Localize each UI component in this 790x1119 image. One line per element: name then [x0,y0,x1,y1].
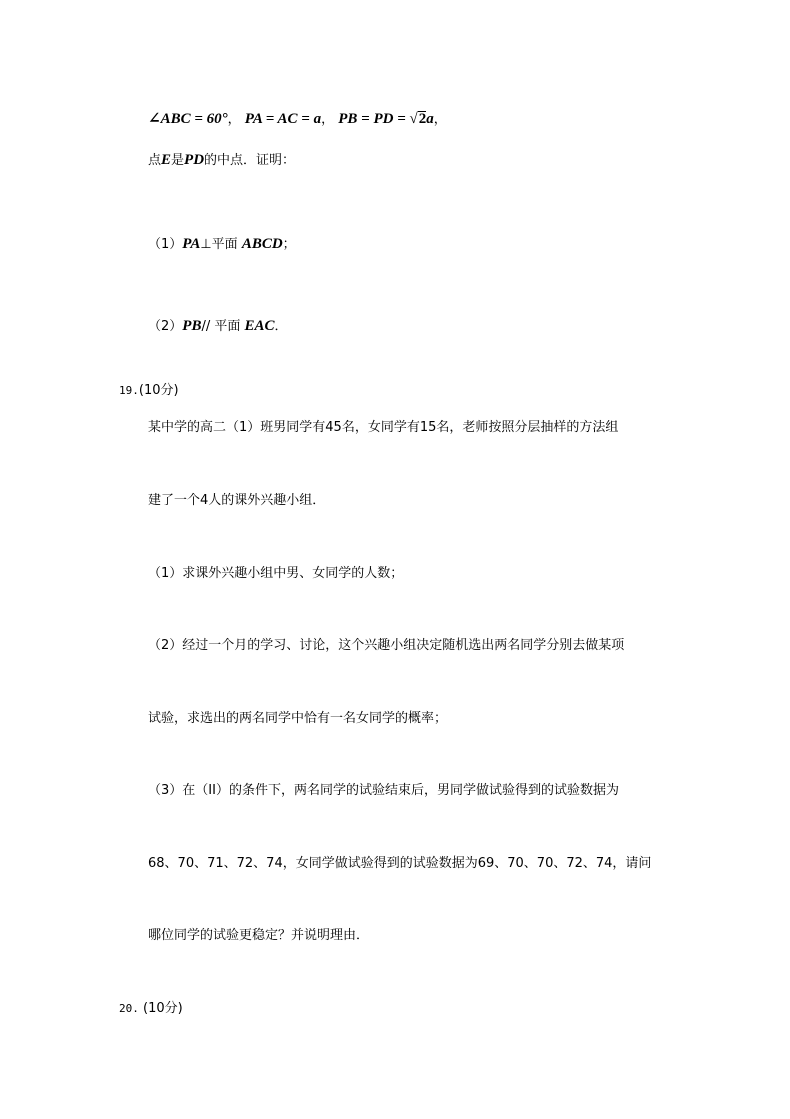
question-20-header [119,1001,183,1017]
q19-sub-question-2-line-1: （2）经过一个月的学习、讨论，这个兴趣小组决定随机选出两名同学分别去做某项 [148,638,625,653]
proof-part-2: （2）PB// 平面 EAC． [148,318,288,334]
q19-sub-question-2-line-2: 试验，求选出的两名同学中恰有一名女同学的概率； [148,711,448,726]
sqrt-icon: √ [409,111,418,127]
given-conditions-line: ∠ABC = 60°， PA = AC = a， PB = PD = √2a， [148,111,447,127]
length-condition-1: PA = AC = a [244,111,322,127]
question-score: (10分) [143,1001,183,1016]
q19-stem-line-1: 某中学的高二（1）班男同学有45名，女同学有15名，老师按照分层抽样的方法组 [148,420,619,435]
q19-sub-question-1: （1）求课外兴趣小组中男、女同学的人数； [148,566,404,581]
midpoint-statement: 点E是PD的中点．证明： [148,152,296,168]
question-number: 20. [119,1002,139,1015]
q19-sub-question-3-line-3: 哪位同学的试验更稳定？并说明理由． [148,928,370,943]
proof-part-1: （1）PA⊥平面 ABCD； [148,236,296,252]
question-score: (10分) [138,383,179,398]
q19-stem-line-2: 建了一个4人的课外兴趣小组． [148,493,326,508]
q19-sub-question-3-line-1: （3）在（II）的条件下，两名同学的试验结束后，男同学做试验得到的试验数据为 [148,783,619,798]
question-19-header [119,383,179,399]
angle-condition: ∠ABC = 60° [148,111,228,127]
length-condition-2: PB = PD = [338,111,410,127]
question-number: 19. [119,384,139,397]
q19-sub-question-3-line-2: 68、70、71、72、74，女同学做试验得到的试验数据为69、70、70、72、74，请问 [148,856,652,871]
